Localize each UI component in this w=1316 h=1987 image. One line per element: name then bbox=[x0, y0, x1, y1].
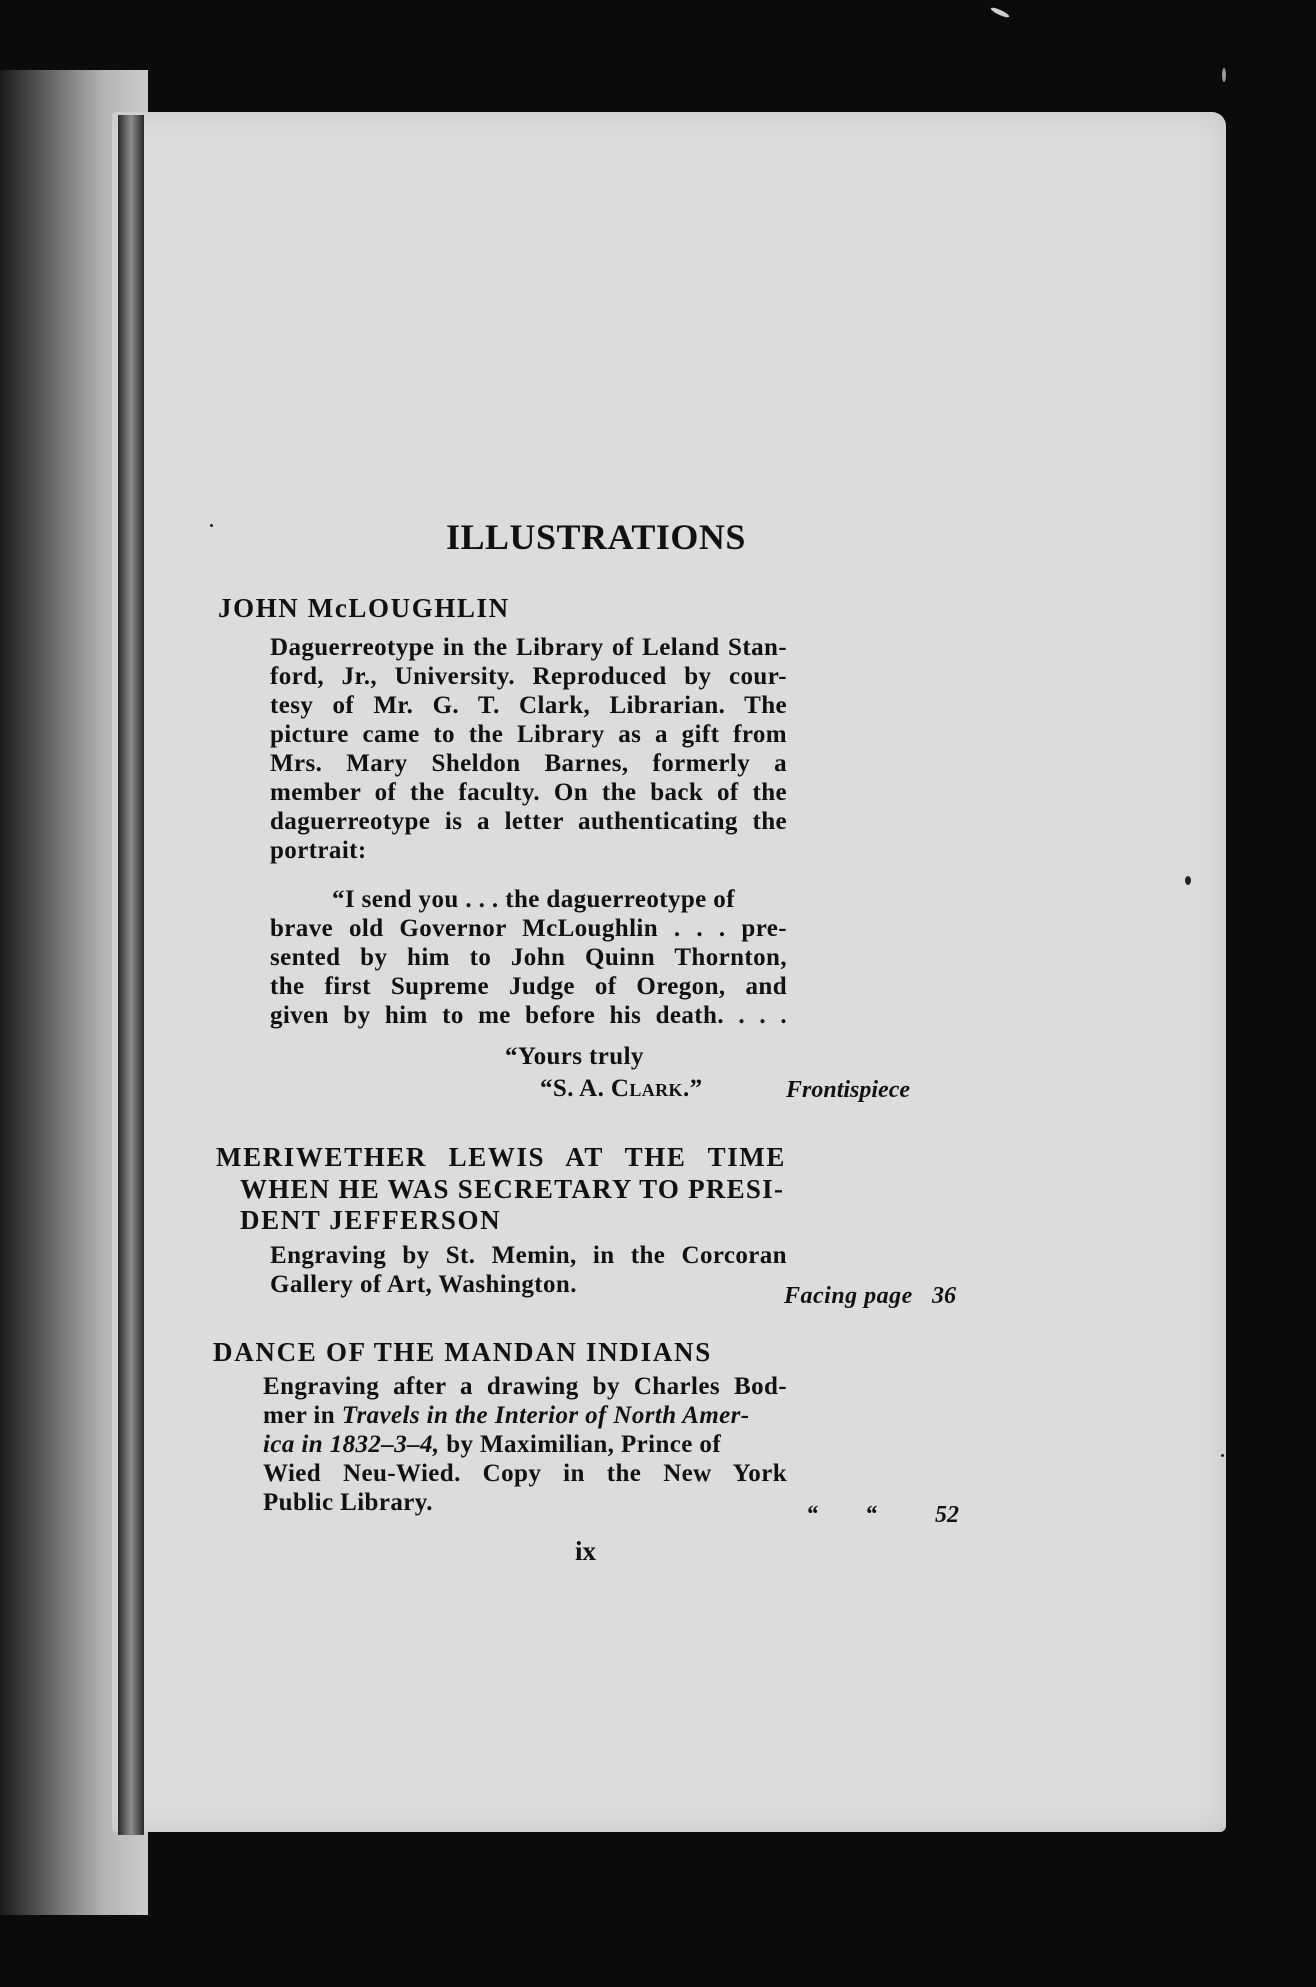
title-line: MERIWETHER LEWIS AT THE TIME bbox=[216, 1142, 786, 1172]
description-line: ford, Jr., University. Reproduced by cour- bbox=[270, 663, 787, 690]
description-line: tesy of Mr. G. T. Clark, Librarian. The bbox=[270, 692, 787, 719]
description-line: Daguerreotype in the Library of Leland Stan- bbox=[270, 634, 787, 661]
entry-description bbox=[270, 634, 787, 865]
description-line: Wied Neu-Wied. Copy in the New York bbox=[263, 1460, 787, 1487]
description-line: picture came to the Library as a gift from bbox=[270, 721, 787, 748]
after-book-text: by Maximilian, Prince of bbox=[439, 1431, 722, 1458]
description-line-book bbox=[263, 1402, 787, 1430]
title-line: WHEN HE WAS SECRETARY TO PRESI- bbox=[240, 1174, 785, 1204]
description-line: Engraving by St. Memin, in the Corcoran bbox=[270, 1242, 787, 1269]
description-line: daguerreotype is a letter authenticating the bbox=[270, 808, 787, 835]
signature-suffix: .” bbox=[682, 1075, 703, 1102]
page-reference-label: Facing page bbox=[784, 1283, 913, 1309]
description-line: portrait: bbox=[270, 837, 367, 864]
page-gutter bbox=[118, 115, 144, 1835]
quote-line: the first Supreme Judge of Oregon, and bbox=[270, 973, 787, 1000]
description-line: Mrs. Mary Sheldon Barnes, formerly a bbox=[270, 750, 787, 777]
entry-title bbox=[216, 1142, 786, 1173]
page-heading: ILLUSTRATIONS bbox=[446, 517, 746, 557]
title-line: DENT JEFFERSON bbox=[240, 1205, 502, 1235]
quote-signature bbox=[540, 1075, 703, 1103]
entry-title: JOHN McLOUGHLIN bbox=[218, 593, 510, 623]
ditto-mark: “ bbox=[806, 1502, 818, 1528]
description-line: Gallery of Art, Washington. bbox=[270, 1271, 577, 1298]
roman-page-number: ix bbox=[575, 1536, 597, 1566]
quote-line: sented by him to John Quinn Thornton, bbox=[270, 944, 787, 971]
quote-line: brave old Governor McLoughlin . . . pre- bbox=[270, 915, 787, 942]
entry-description bbox=[263, 1373, 787, 1517]
description-line: Public Library. bbox=[263, 1489, 433, 1516]
scan-speck bbox=[1222, 68, 1226, 82]
scan-speck bbox=[1185, 876, 1191, 885]
signature-name: Clark bbox=[610, 1075, 683, 1102]
scan-speck bbox=[1221, 1454, 1224, 1457]
ditto-mark: “ bbox=[865, 1502, 877, 1528]
page-reference-number: 52 bbox=[935, 1502, 959, 1528]
mer-in-text: mer in bbox=[263, 1402, 342, 1429]
scan-speck bbox=[210, 524, 213, 527]
quote-line: given by him to me before his death. . . . bbox=[270, 1002, 787, 1029]
entry-quote bbox=[270, 886, 787, 1030]
page-reference-number: 36 bbox=[932, 1283, 956, 1309]
page-reference: Frontispiece bbox=[786, 1077, 910, 1103]
quote-line: “I send you . . . the daguerreotype of bbox=[332, 886, 735, 913]
signature-prefix: “S. A. bbox=[540, 1075, 611, 1102]
entry-description bbox=[270, 1242, 787, 1299]
book-title: Travels in the Interior of North Amer- bbox=[341, 1402, 750, 1429]
book-title: ica in 1832–3–4, bbox=[263, 1431, 440, 1458]
quote-closing: “Yours truly bbox=[505, 1043, 644, 1070]
scan-speck bbox=[990, 6, 1010, 19]
description-line: member of the faculty. On the back of the bbox=[270, 779, 787, 806]
entry-title: DANCE OF THE MANDAN INDIANS bbox=[213, 1337, 712, 1367]
description-line-book bbox=[263, 1431, 787, 1459]
description-line: Engraving after a drawing by Charles Bod- bbox=[263, 1373, 787, 1400]
